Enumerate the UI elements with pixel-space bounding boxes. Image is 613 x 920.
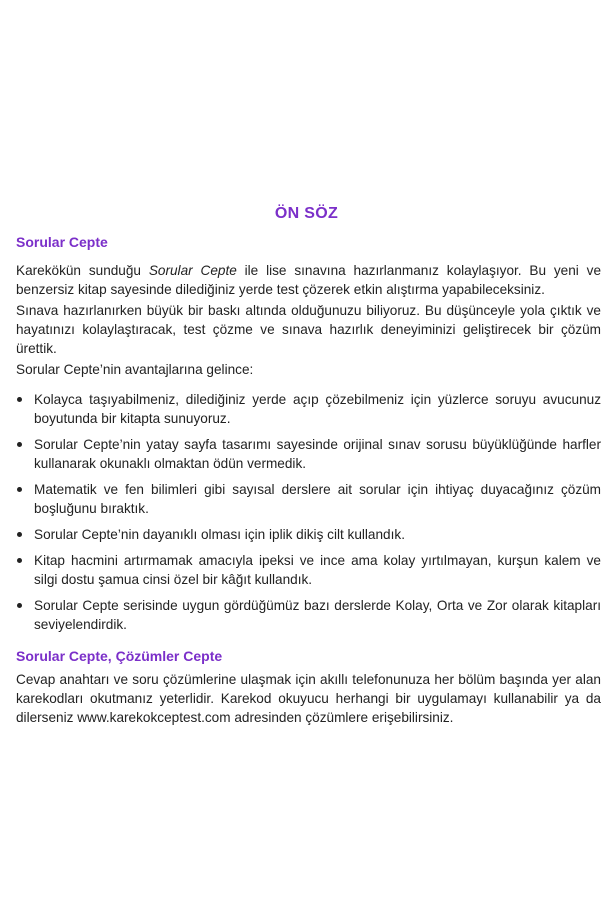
preface-content	[16, 233, 601, 733]
paragraph-intro	[16, 261, 601, 299]
list-item	[16, 596, 601, 634]
list-item-text: Kitap hacmini artırmamak amacıyla ipeksi ve ince ama kolay yırtılmayan, kurşun kalem ve silgi dostu şamua cinsi özel bir kâğıt kullandık.	[34, 553, 601, 587]
paragraph-intro-end: ile lise sınavına hazırlanmanız kolaylaşıyor. Bu yeni ve benzersiz kitap sayesinde dilediğiniz yerde test çözerek etkin alıştırma yapabileceksiniz.	[16, 263, 602, 297]
list-item-text: Kolayca taşıyabilmeniz, dilediğiniz yerde açıp çözebilmeniz için yüzlerce soruyu avucunuz boyutunda bir kitapta sunuyoruz.	[34, 392, 601, 426]
paragraph-intro-start: Karekökün sunduğu	[16, 263, 149, 278]
book-title-italic: Sorular Cepte	[148, 263, 237, 278]
bullet-icon	[17, 532, 22, 537]
paragraph-answer-key: Cevap anahtarı ve soru çözümlerine ulaşmak için akıllı telefonunuza her bölüm başında yer alan karekodları okutmanız yeterlidir. Karekod okuyucu herhangi bir uygulamayı kullanabilir ya da dilerseniz www.karekokceptest.com adresinden çözümlere erişebilirsiniz.	[16, 672, 601, 725]
bullet-icon	[17, 558, 22, 563]
advantages-intro: Sorular Cepte’nin avantajlarına gelince:	[16, 362, 254, 377]
list-item-text: Sorular Cepte’nin yatay sayfa tasarımı sayesinde orijinal sınav sorusu büyüklüğünde harfler kullanarak okunaklı olmaktan ödün vermedik.	[34, 437, 601, 471]
list-item-text: Sorular Cepte serisinde uygun gördüğümüz bazı derslerde Kolay, Orta ve Zor olarak kitapları seviyelendirdik.	[34, 598, 601, 632]
list-item	[16, 551, 601, 589]
bullet-icon	[17, 397, 22, 402]
bullet-icon	[17, 603, 22, 608]
section-heading-sorular-cepte: Sorular Cepte	[16, 234, 108, 250]
section-cozumler-cepte	[16, 647, 601, 727]
list-item	[16, 390, 601, 428]
advantages-list	[16, 390, 601, 634]
bullet-icon	[17, 442, 22, 447]
list-item-text: Sorular Cepte’nin dayanıklı olması için iplik dikiş cilt kullandık.	[34, 527, 405, 542]
paragraph-exam-stress: Sınava hazırlanırken büyük bir baskı altında olduğunuzu biliyoruz. Bu düşünceyle yola çıktık ve hayatınızı kolaylaştıracak, test çözme ve sınava hazırlık deneyiminizi geliştirecek bir çözüm ürettik.	[16, 303, 601, 356]
list-item-text: Matematik ve fen bilimleri gibi sayısal derslere ait sorular için ihtiyaç duyacağınız çözüm boşluğunu bıraktık.	[34, 482, 601, 516]
list-item	[16, 480, 601, 518]
page-title: ÖN SÖZ	[274, 205, 339, 222]
list-item	[16, 435, 601, 473]
list-item	[16, 525, 601, 544]
section-heading-cozumler-cepte: Sorular Cepte, Çözümler Cepte	[16, 648, 223, 664]
bullet-icon	[17, 487, 22, 492]
